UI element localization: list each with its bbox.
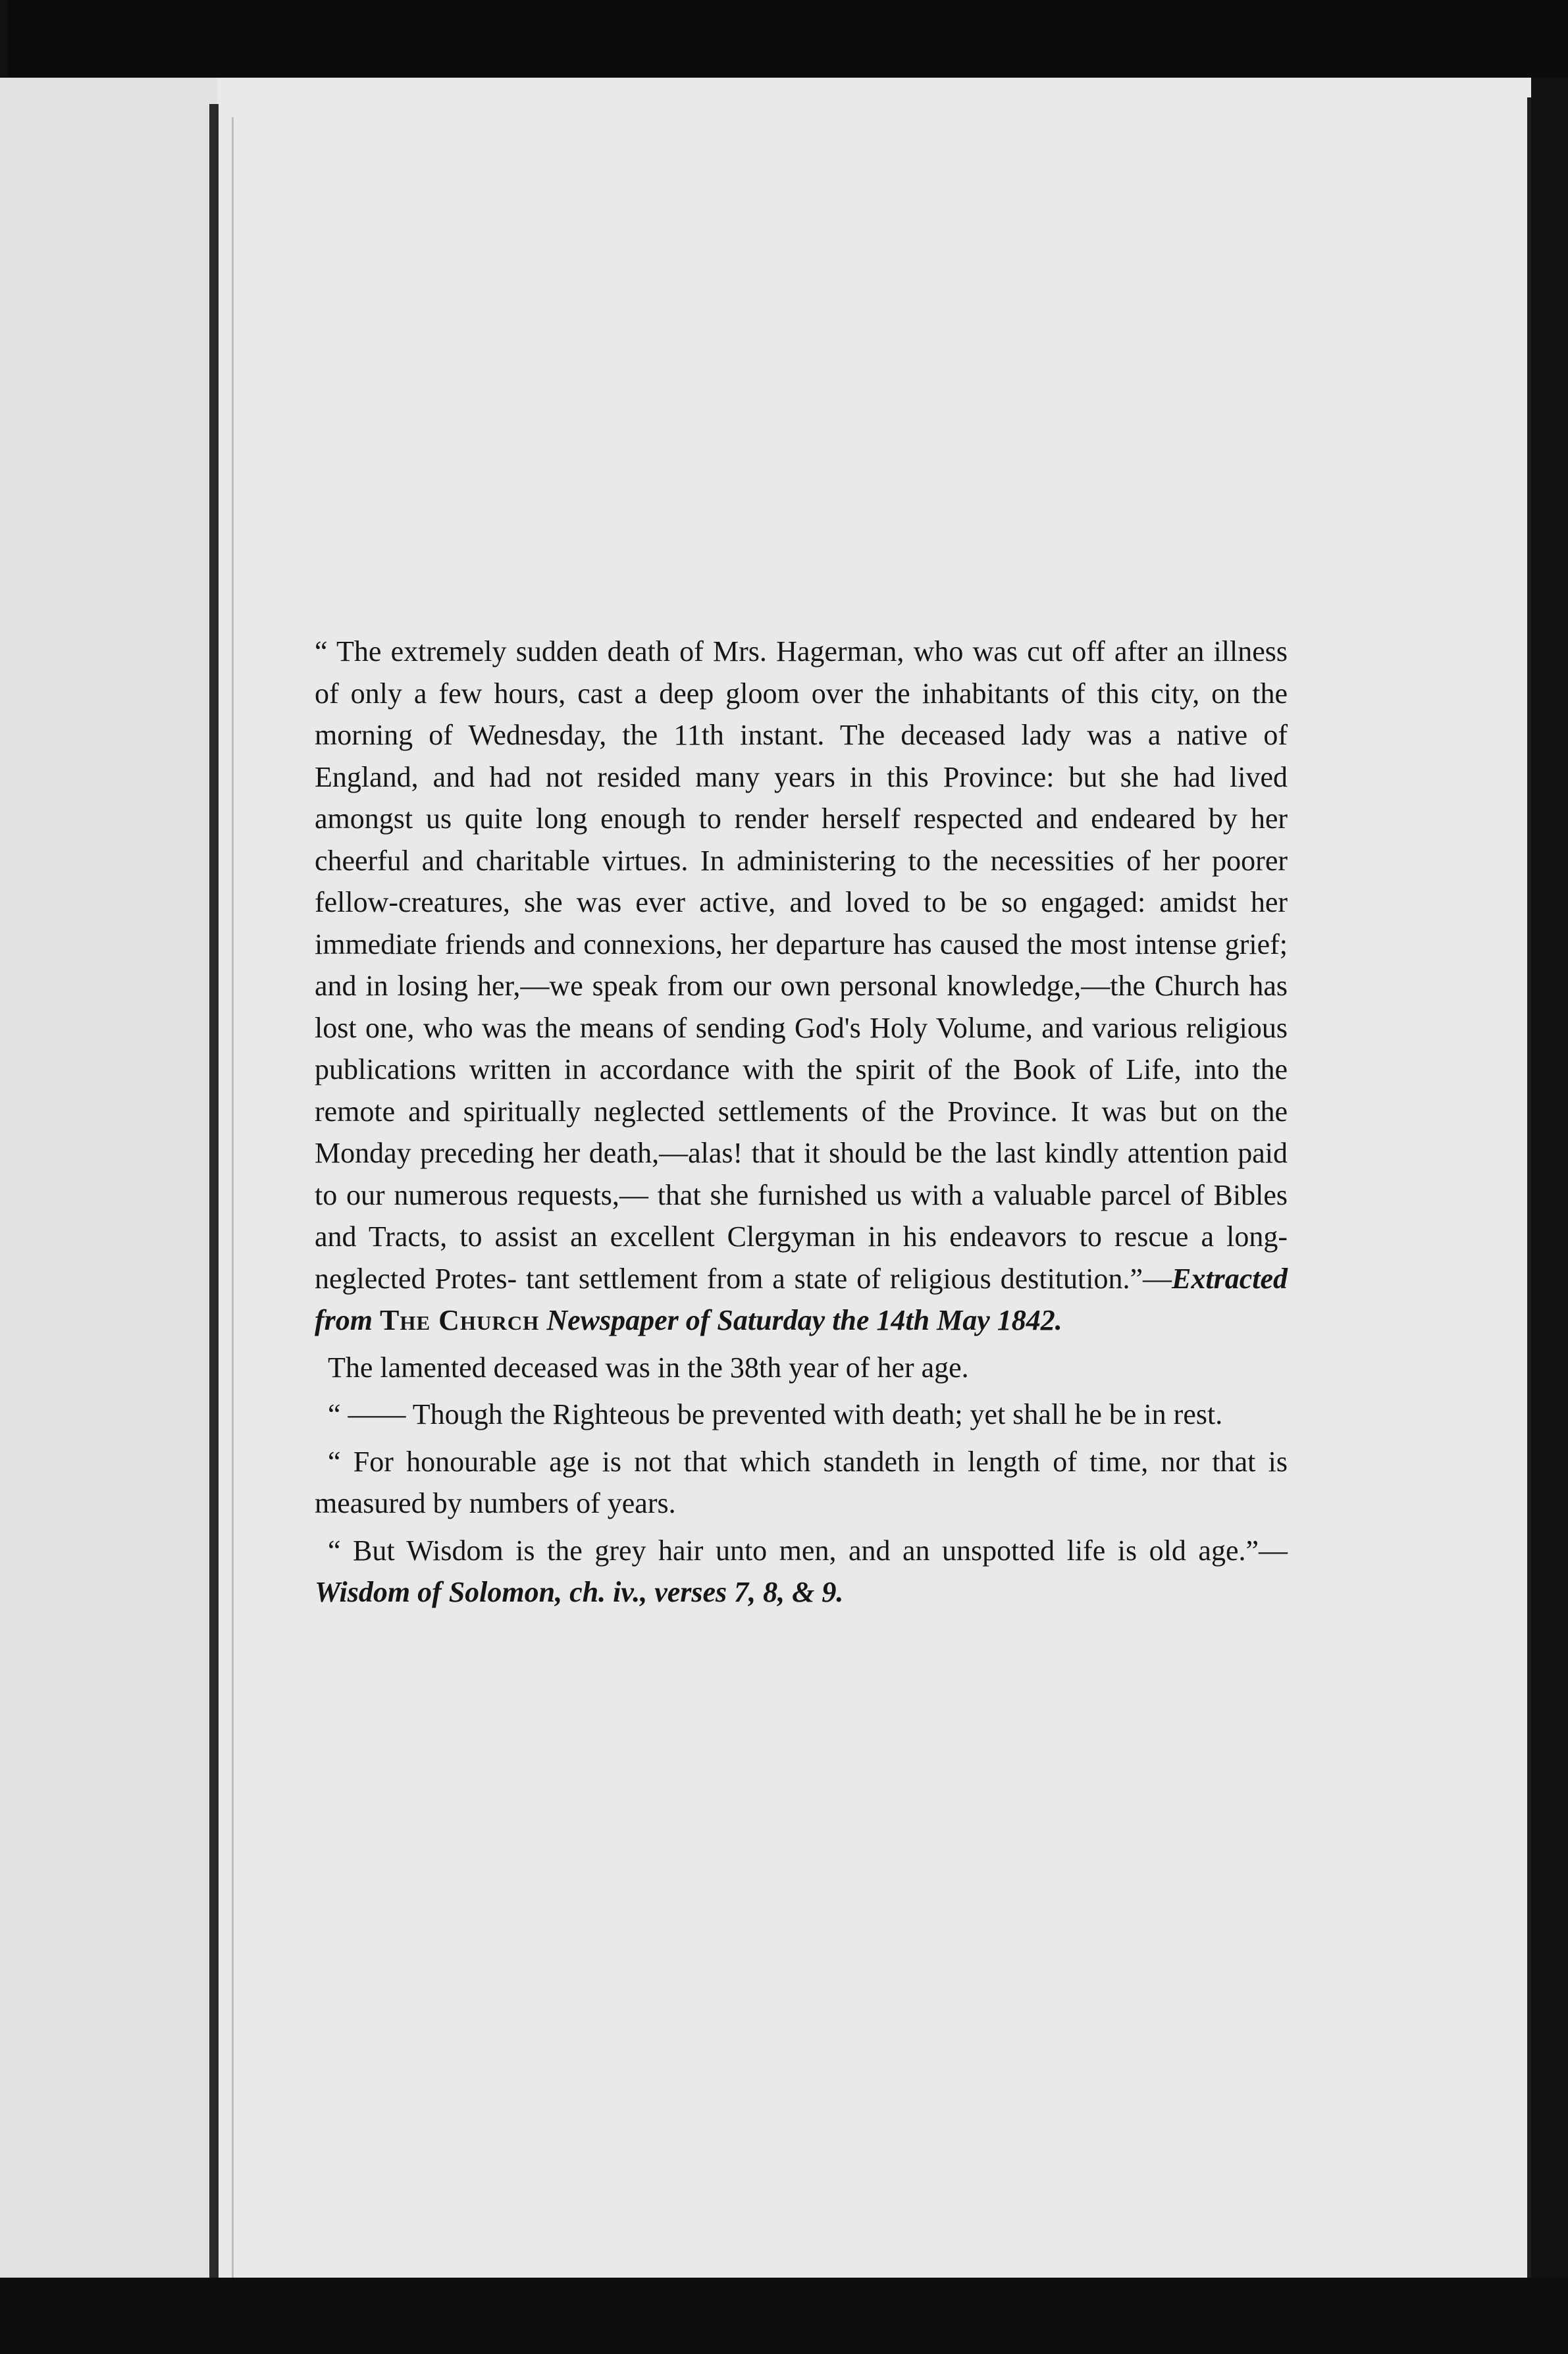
binding-rule	[209, 104, 219, 2303]
scan-right-border	[1531, 78, 1568, 2354]
obituary-line: lady was a native of England, and had not resided many years in this	[315, 719, 1288, 793]
obituary-line: administering to the necessities of her poorer fellow-creatures, she was ever	[315, 844, 1288, 918]
obituary-line: active, and loved to be so engaged: amidst her immediate friends and	[315, 886, 1288, 960]
scripture-quote-1: “ —— Though the Righteous be prevented with death; yet shall he be in rest.	[328, 1398, 1223, 1430]
obituary-line: this city, on the morning of Wednesday, the 11th instant. The deceased	[315, 677, 1288, 751]
scripture-quote-2: “ For honourable age is not that which standeth in length of time, nor that is measured by numbers of years.	[315, 1445, 1288, 1519]
age-line: The lamented deceased was in the 38th year of her age.	[328, 1351, 969, 1384]
scan-bottom-border	[0, 2278, 1568, 2354]
scripture-citation: Wisdom of Solomon, ch. iv., verses 7, 8, & 9.	[315, 1576, 844, 1608]
obituary-line: religious publications written in accordance with the spirit of the Book	[315, 1011, 1288, 1085]
obituary-line: Province. It was but on the Monday preceding her death,—alas! that	[315, 1095, 1288, 1169]
obituary-paragraph	[315, 631, 1288, 1342]
obituary-line: “ The extremely sudden death of Mrs. Hagerman, who was cut off after	[315, 635, 1168, 667]
body-text	[315, 631, 1288, 1613]
obituary-line: of Life, into the remote and spiritually neglected settlements of the	[315, 1053, 1288, 1128]
obituary-line: an illness of only a few hours, cast a deep gloom over the inhabitants of	[315, 635, 1288, 710]
page-spine	[0, 78, 217, 2354]
obituary-line: it should be the last kindly attention paid to our numerous requests,—	[315, 1137, 1288, 1211]
obituary-line: her,—we speak from our own personal knowledge,—the Church has lost	[315, 970, 1288, 1044]
obituary-line: connexions, her departure has caused the most intense grief; and in losing	[315, 928, 1288, 1002]
obituary-line: that she furnished us with a valuable parcel of Bibles and Tracts, to assist	[315, 1178, 1288, 1253]
obituary-line: tant settlement from a state of religious destitution.”—	[526, 1262, 1172, 1295]
source-detail: Newspaper of Saturday the 14th May 1842.	[546, 1304, 1062, 1336]
scripture-quote-3	[315, 1530, 1288, 1613]
obituary-line: one, who was the means of sending God's Holy Volume, and various	[365, 1011, 1178, 1044]
scripture-quote-3-text: “ But Wisdom is the grey hair unto men, and an unspotted life is old age.”—	[328, 1534, 1288, 1567]
obituary-line: an excellent Clergyman in his endeavors to rescue a long-neglected Protes-	[315, 1220, 1288, 1295]
obituary-line: herself respected and endeared by her cheerful and charitable virtues. In	[315, 802, 1288, 877]
binding-shadow	[232, 117, 234, 2289]
source-name: The Church	[380, 1304, 540, 1336]
obituary-line: Province: but she had lived amongst us quite long enough to render	[315, 760, 1288, 835]
extracted-label: Extracted from	[315, 1262, 1288, 1336]
